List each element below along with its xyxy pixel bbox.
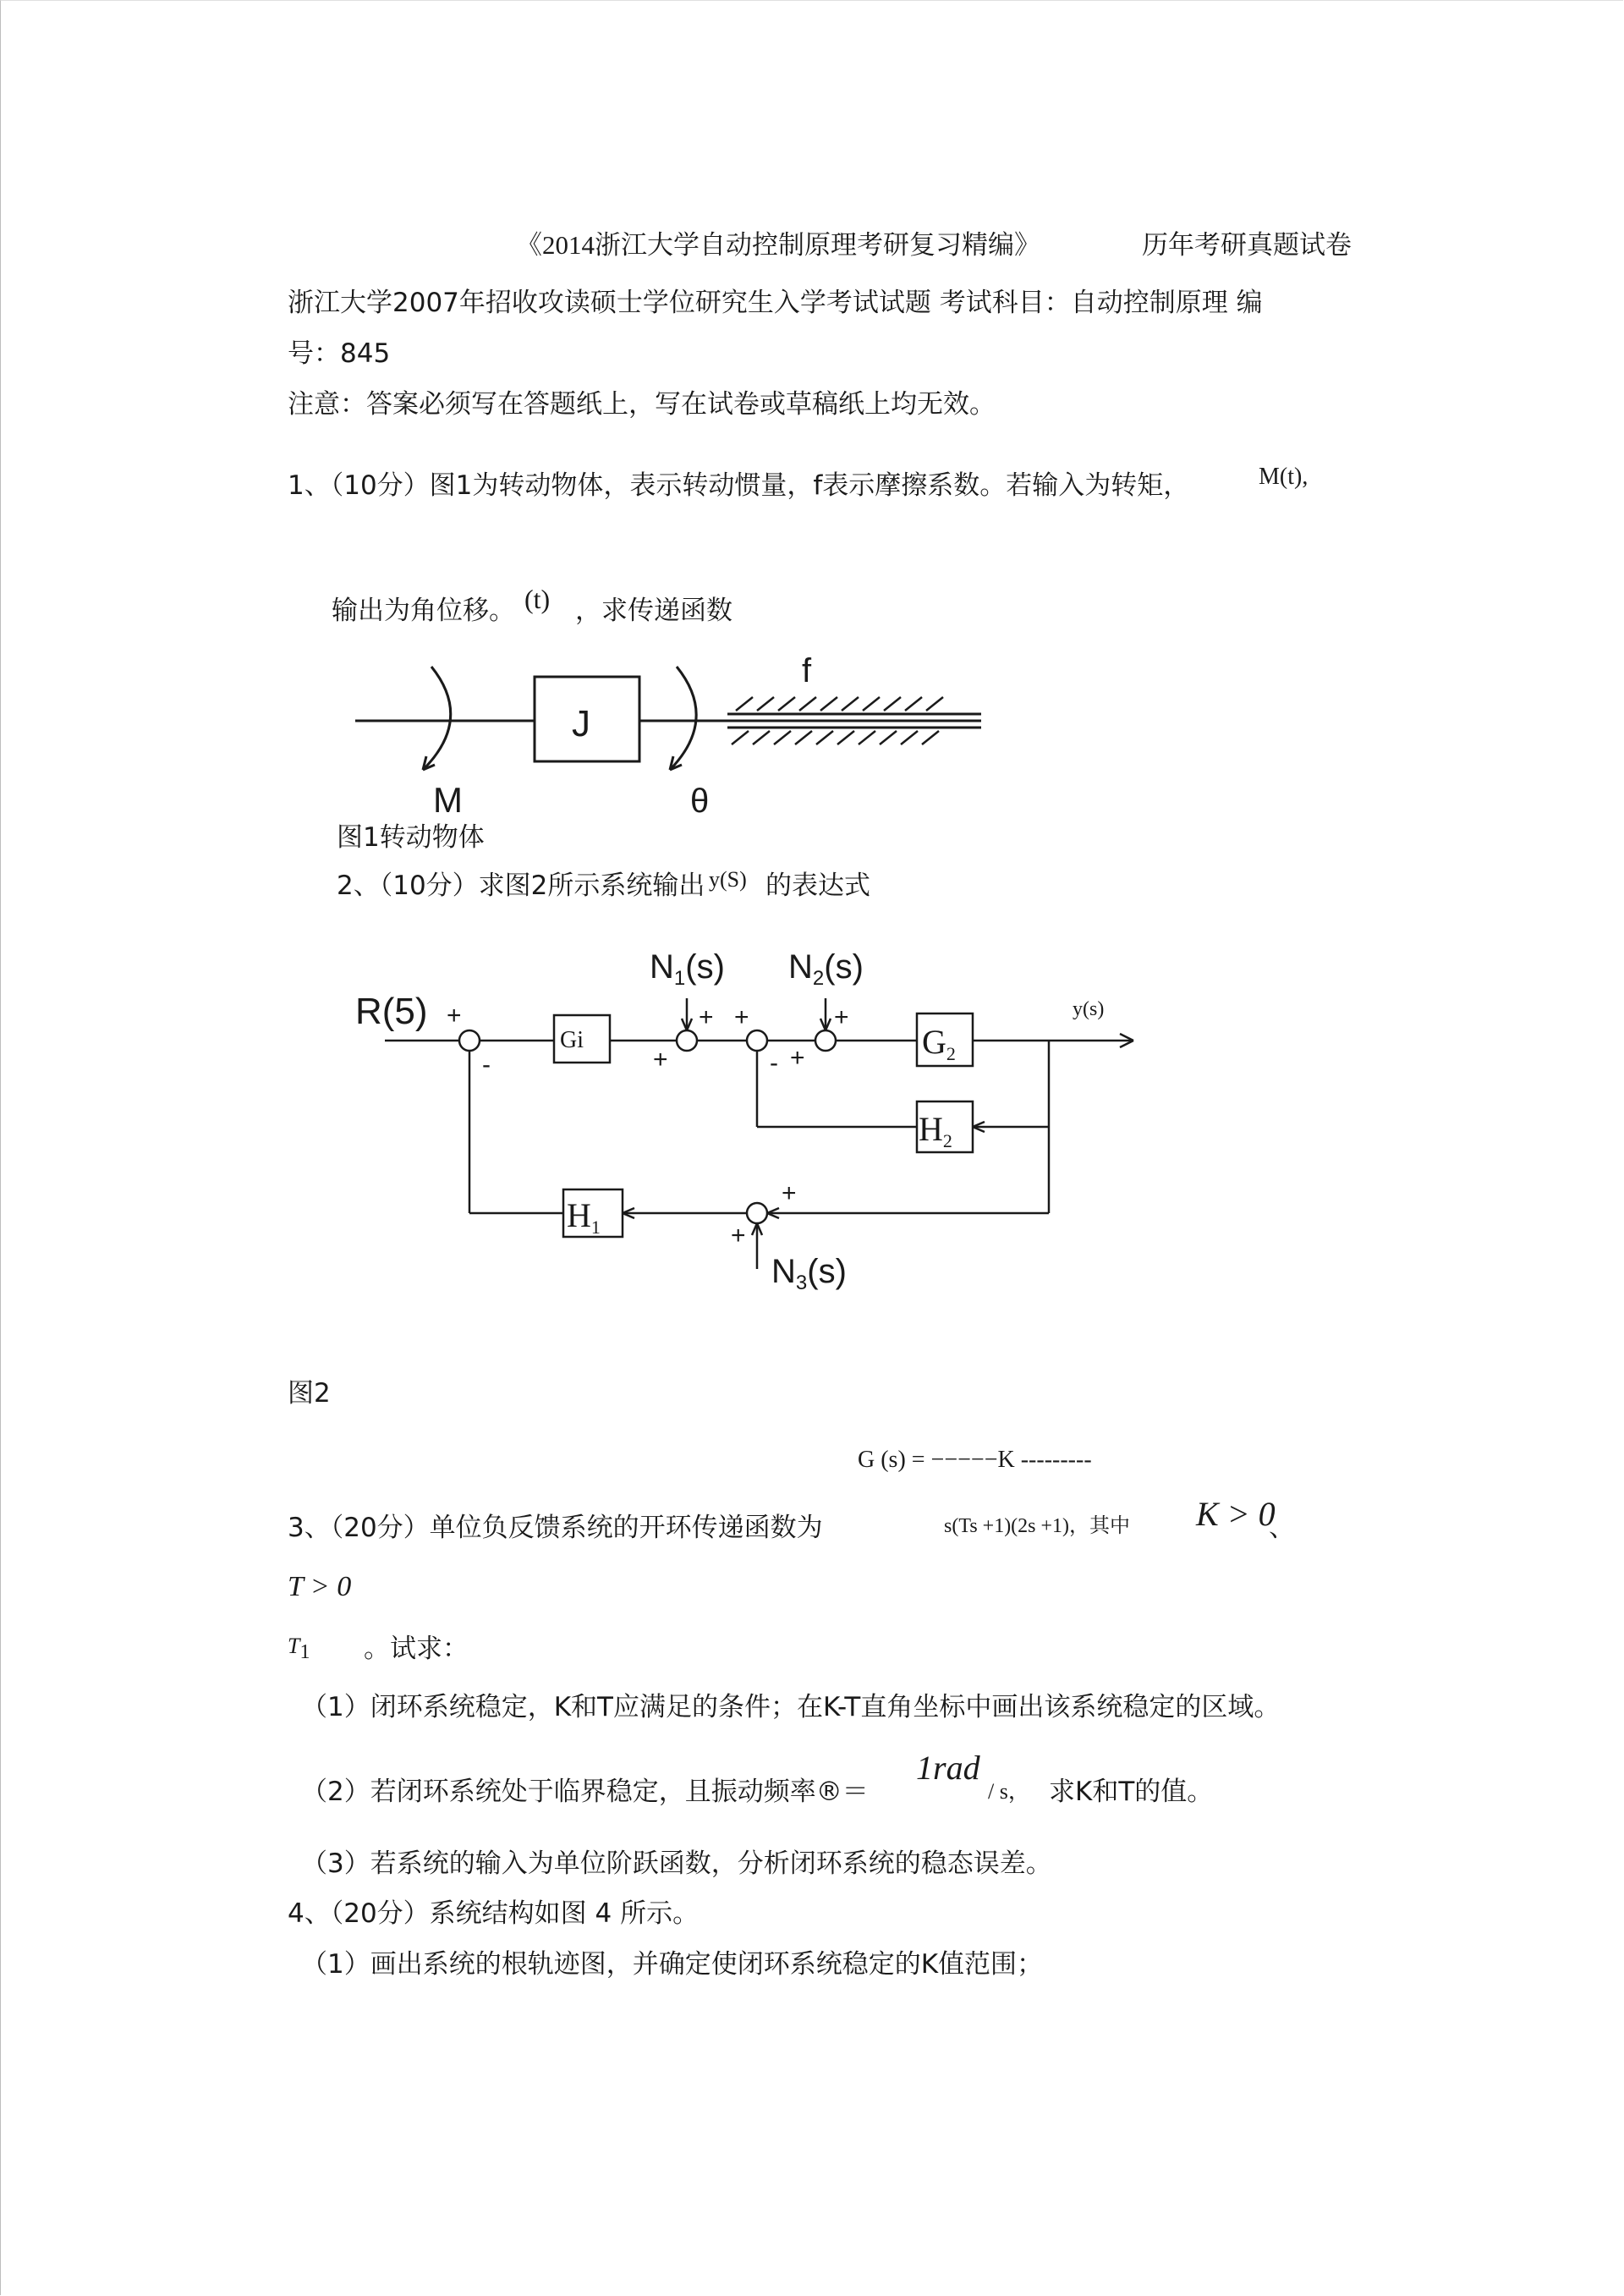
fig2-sign-plus-1: + (447, 1002, 462, 1030)
fig1-angle-label: θ (690, 783, 710, 820)
q3-item-2-value: 1rad (916, 1749, 980, 1787)
q3-item-2-unit: / s， (988, 1779, 1030, 1804)
fig2-sign-plus-4: + (734, 1003, 749, 1031)
figure-1-rotating-body (338, 643, 1015, 821)
q1-line2: 输出为角位移。 (332, 596, 515, 626)
fig2-block-h2: $H_2$ (919, 1110, 952, 1151)
q2-text-end: 的表达式 (765, 871, 870, 901)
q4-item-1: （1）画出系统的根轨迹图，并确定使闭环系统稳定的K值范围； (301, 1949, 1044, 1980)
q1-text: 1、（10分）图1为转动物体，表示转动惯量，f表示摩擦系数。若输入为转矩， (288, 470, 1190, 501)
fig2-input-label: R(5) (355, 991, 428, 1032)
fig2-sign-plus-8: + (731, 1222, 746, 1250)
fig2-sign-plus-3: + (653, 1046, 668, 1074)
q2-text: 2、（10分）求图2所示系统输出 (337, 871, 705, 901)
figure-1-caption: 图1转动物体 (337, 822, 485, 853)
figure-2-block-diagram (338, 931, 1184, 1303)
fig2-sign-plus-2: + (699, 1003, 714, 1031)
fig2-sign-minus-1: - (482, 1051, 491, 1079)
exam-title-line1: 浙江大学2007年招收攻读硕士学位研究生入学考试试题 考试科目：自动控制原理 编 (288, 288, 1263, 318)
book-title: 《2014浙江大学自动控制原理考研复习精编》 (516, 230, 1040, 260)
series-title: 历年考研真题试卷 (1142, 230, 1352, 261)
fig2-block-g2: $G_2$ (922, 1023, 956, 1064)
fig2-sign-plus-6: + (834, 1003, 849, 1031)
fig2-n2-label: $N_2(s)$ (788, 948, 864, 990)
fig1-friction-label: f (802, 652, 812, 689)
q3-t-condition: T > 0 (288, 1571, 352, 1602)
q2-y-symbol: y(S) (709, 867, 747, 892)
q3-k-condition: K > 0 (1196, 1495, 1276, 1533)
fig2-block-g1: Gi (560, 1027, 584, 1053)
fig1-block-j: J (572, 703, 590, 744)
q3-item-2: （2）若闭环系统处于临界稳定，且振动频率®＝ (301, 1777, 869, 1807)
fig2-n1-label: $N_1(s)$ (650, 948, 725, 990)
q1-input-symbol: M(t), (1259, 464, 1309, 490)
fig2-sign-minus-2: - (770, 1049, 778, 1077)
exam-title-line2: 号：845 (288, 338, 391, 369)
fig2-sign-plus-5: + (790, 1044, 805, 1072)
q3-item-3: （3）若系统的输入为单位阶跃函数，分析闭环系统的稳态误差。 (301, 1848, 1052, 1879)
q3-ask: 。试求： (364, 1634, 469, 1664)
fig1-torque-label: M (433, 780, 463, 820)
q3-g-numerator: G (s) = −−−−−K --------- (858, 1447, 1092, 1473)
fig2-sign-plus-7: + (782, 1179, 797, 1207)
q4-text: 4、（20分）系统结构如图 4 所示。 (288, 1898, 700, 1929)
q1-theta-symbol: (t) (524, 584, 551, 614)
exam-notice: 注意：答案必须写在答题纸上，写在试卷或草稿纸上均无效。 (288, 389, 996, 420)
q3-g-denominator: s(Ts +1)(2s +1)，其中 (944, 1515, 1131, 1537)
fig2-block-h1: $H_1$ (567, 1196, 601, 1238)
q3-t1-symbol: $T_1$ (288, 1634, 310, 1664)
q3-separator: 、 (1269, 1513, 1295, 1543)
fig2-n3-label: $N_3(s)$ (771, 1253, 847, 1294)
q1-line2-end: ，求传递函数 (575, 596, 732, 626)
figure-2-caption: 图2 (288, 1378, 331, 1409)
q3-item-1: （1）闭环系统稳定，K和T应满足的条件；在K-T直角坐标中画出该系统稳定的区域。 (301, 1692, 1281, 1722)
q3-text: 3、（20分）单位负反馈系统的开环传递函数为 (288, 1513, 823, 1543)
fig2-output-label: y(s) (1073, 998, 1105, 1020)
q3-item-2-end: 求K和T的值。 (1049, 1777, 1214, 1807)
